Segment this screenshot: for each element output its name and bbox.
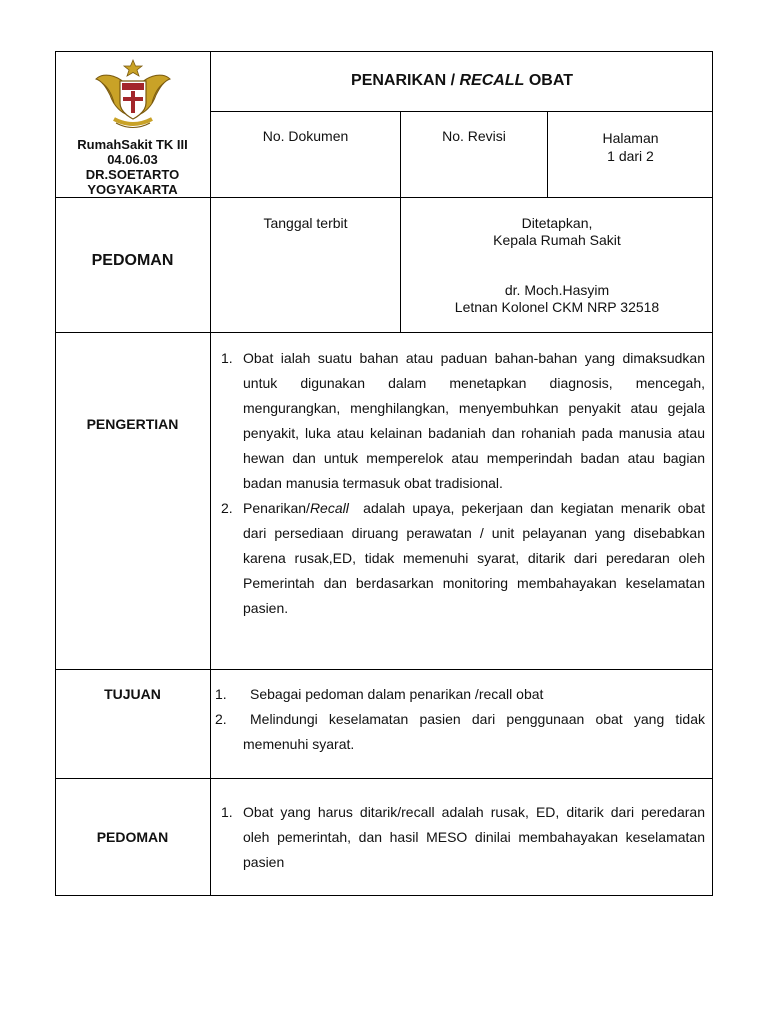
list-item-text: Melindungi keselamatan pasien dari penggunaan obat yang tidak memenuhi syarat. — [243, 711, 705, 752]
pengertian-list — [211, 346, 709, 621]
halaman-label: Halaman — [602, 130, 659, 146]
tujuan-label: TUJUAN — [104, 686, 161, 702]
hospital-name — [56, 137, 209, 197]
divider — [55, 332, 713, 333]
tanggal-terbit-label: Tanggal terbit — [263, 215, 348, 231]
divider — [55, 197, 713, 198]
title-text: OBAT — [524, 72, 573, 89]
divider — [55, 778, 713, 779]
document-title — [211, 72, 713, 90]
list-number: 1. — [221, 804, 233, 820]
pedoman-list — [211, 800, 705, 875]
pengertian-label: PENGERTIAN — [86, 416, 179, 432]
list-number: 1. — [221, 350, 233, 366]
hospital-name-line: YOGYAKARTA — [87, 182, 178, 197]
kepala-text: Kepala Rumah Sakit — [493, 232, 621, 248]
halaman-cell — [548, 129, 713, 165]
pedoman-label: PEDOMAN — [91, 252, 174, 269]
title-italic-text: RECALL — [459, 72, 525, 89]
list-item — [211, 346, 705, 496]
list-item-text: adalah upaya, pekerjaan dan kegiatan menarik obat dari persediaan diruang perawatan / unit pelayanan yang disebabkan karena rusak,ED, tidak memenuhi syarat, ditarik dari peredaran oleh Pemerintah dan berdasarkan monitoring membahayakan keselamatan pasien. — [243, 500, 709, 616]
tujuan-list — [211, 682, 705, 757]
list-number: 2. — [215, 711, 227, 727]
ditetapkan-text: Ditetapkan, — [521, 215, 593, 231]
divider — [210, 111, 713, 112]
approval-block — [401, 215, 713, 316]
no-dokumen-label: No. Dokumen — [262, 128, 349, 144]
no-revisi-label: No. Revisi — [442, 128, 506, 144]
divider — [55, 669, 713, 670]
list-item-text: Obat ialah suatu bahan atau paduan bahan-bahan yang dimaksudkan untuk digunakan dalam menetapkan diagnosis, mencegah, mengurangkan, menghilangkan, menyembuhkan penyakit atau gejala penyakit, luka atau kelainan badaniah dan rohaniah pada manusia atau hewan dan untuk memperelok atau memperindah badan atau bagian badan manusia termasuk obat tradisional. — [243, 350, 705, 491]
hospital-name-line: RumahSakit TK III — [77, 137, 188, 152]
list-item-text: Penarikan/ — [243, 500, 310, 516]
pedoman-section-label: PEDOMAN — [96, 829, 169, 845]
list-number: 2. — [221, 500, 233, 516]
list-item-text: Sebagai pedoman dalam penarikan /recall obat — [250, 686, 544, 702]
list-item — [211, 496, 709, 621]
halaman-value: 1 dari 2 — [607, 148, 654, 164]
list-item — [211, 682, 705, 707]
hospital-name-line: DR.SOETARTO — [85, 167, 180, 182]
list-item-italic-text: Recall — [309, 500, 349, 516]
signer-name: dr. Moch.Hasyim — [504, 282, 610, 298]
list-item — [211, 707, 705, 757]
title-text: PENARIKAN / — [351, 72, 460, 89]
hospital-name-line: 04.06.03 — [107, 152, 158, 167]
list-item — [211, 800, 705, 875]
signer-rank: Letnan Kolonel CKM NRP 32518 — [454, 299, 660, 315]
list-item-text: Obat yang harus ditarik/recall adalah rusak, ED, ditarik dari peredaran oleh pemerintah, dan hasil MESO dinilai membahayakan keselamatan pasien — [243, 804, 705, 870]
list-number: 1. — [215, 686, 227, 702]
hospital-emblem-icon — [92, 57, 174, 133]
